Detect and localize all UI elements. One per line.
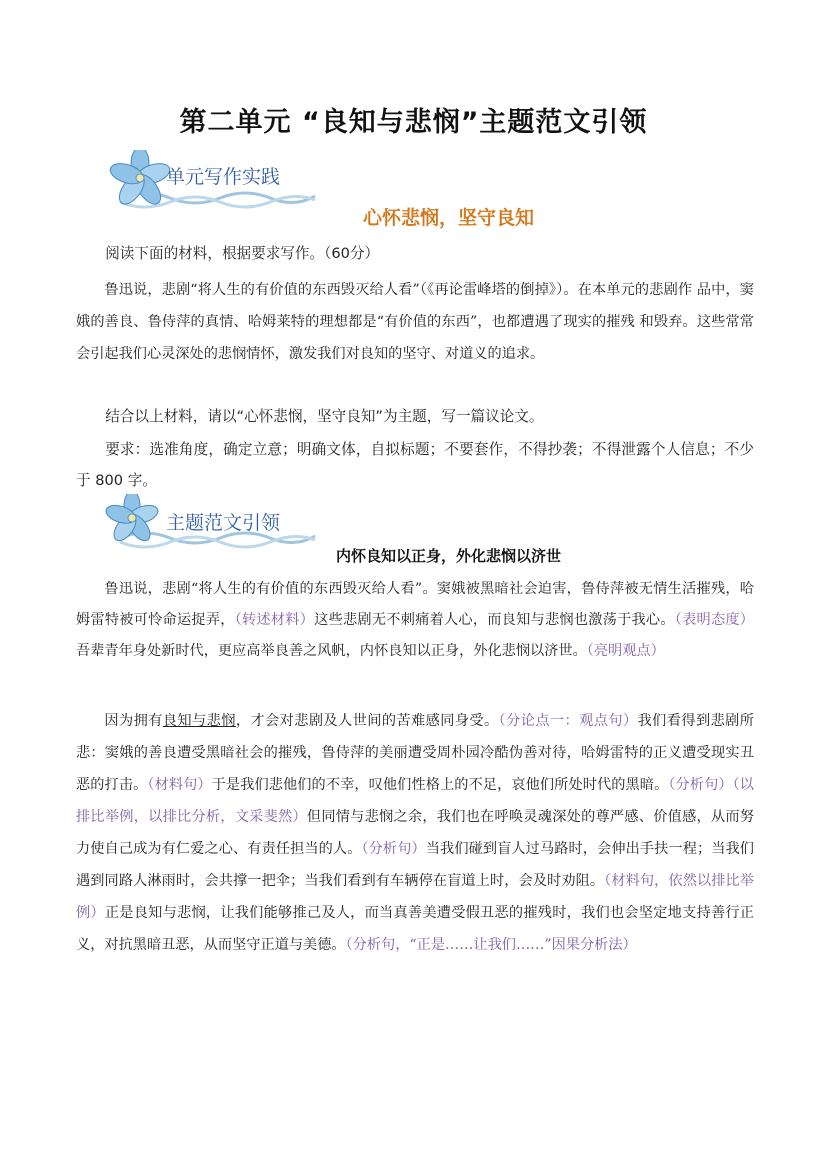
essay-text: 因为拥有 (104, 713, 163, 729)
annotation: （分析句，“正是……让我们……”因果分析法） (345, 937, 637, 953)
section-subtitle: 心怀悲悯，坚守良知 (362, 207, 534, 229)
task-paragraph: 结合以上材料，请以“心怀悲悯，坚守良知”为主题，写一篇议论文。 (105, 408, 544, 425)
annotation: （材料句） (147, 777, 212, 793)
underlined-text: 良知与悲悯 (162, 713, 236, 729)
requirements-paragraph: 要求：选准角度，确定立意；明确文体，自拟标题；不要套作，不得抄袭；不得泄露个人信息；不少于 800 字。 (76, 441, 754, 489)
essay-title: 内怀良知以正身，外化悲悯以济世 (335, 547, 561, 565)
essay-text: 但同情与悲悯之余，我们也在呼唤灵魂深处的尊严感、价值感，从而努力使自己成为有仁爱之心、有责任担当的人。 (76, 809, 754, 857)
essay-text: ，才会对悲剧及人世间的苦难感同身受。 (235, 713, 499, 729)
essay-text: 于是我们悲他们的不幸，叹他们性格上的不足，哀他们所处时代的黑暗。 (211, 777, 669, 793)
essay-paragraph-2 (76, 705, 754, 961)
annotation: （亮明观点） (586, 643, 665, 659)
section-header-writing-practice (100, 150, 340, 210)
annotation: （分析句） (361, 841, 426, 857)
essay-text: 这些悲剧无不刺痛着人心，而良知与悲悯也激荡于我心。 (314, 612, 675, 628)
essay-text: 正是良知与悲悯，让我们能够推己及人，而当真善美遭受假丑恶的摧残时，我们也会坚定地支持善行正义，对抗黑暗丑恶，从而坚守正道与美德。 (76, 905, 754, 953)
annotation: （分析句）（以排比举例，以排比分析，文采斐然） (76, 777, 754, 825)
essay-text: 我们看得到悲剧所悲：窦娥的善良遭受黑暗社会的摧残，鲁侍萍的美丽遭受周朴园冷酷伪善对待，哈姆雷特的正义遭受现实丑恶的打击。 (76, 713, 754, 793)
section-label: 主题范文引领 (166, 512, 281, 534)
essay-text: 吾辈青年身处新时代，更应高举良善之风帆，内怀良知以正身，外化悲悯以济世。 (76, 643, 587, 659)
annotation: （分论点一：观点句） (498, 713, 638, 729)
annotation: （表明态度） (674, 612, 754, 628)
section-label: 单元写作实践 (166, 166, 281, 188)
annotation: （转述材料） (234, 612, 315, 628)
prompt-paragraph: 阅读下面的材料，根据要求写作。（60分） (105, 245, 380, 262)
material-paragraph: 鲁迅说，悲剧“将人生的有价值的东西毁灭给人看”（《再论雷峰塔的倒掉》）。在本单元的悲剧作 品中，窦娥的善良、鲁侍萍的真情、哈姆莱特的理想都是“有价值的东西”，也都遭遇了现实的摧残 和毁弃。这些常常会引起我们心灵深处的悲悯情怀，激发我们对良知的坚守、对道义的追求。 (76, 282, 754, 362)
essay-paragraph-1 (76, 574, 754, 667)
essay-text: 当我们碰到盲人过马路时，会伸出手扶一程；当我们遇到同路人淋雨时，会共撑一把伞；当我们看到有车辆停在盲道上时，会及时劝阻。 (76, 841, 754, 889)
annotation: （材料句，依然以排比举例） (76, 873, 754, 921)
page-title: 第二单元 “良知与悲悯”主题范文引领 (179, 107, 648, 138)
essay-text: 鲁迅说，悲剧“将人生的有价值的东西毁灭给人看”。窦娥被黑暗社会迫害，鲁侍萍被无情生活摧残，哈姆雷特被可怜命运捉弄， (76, 581, 754, 628)
